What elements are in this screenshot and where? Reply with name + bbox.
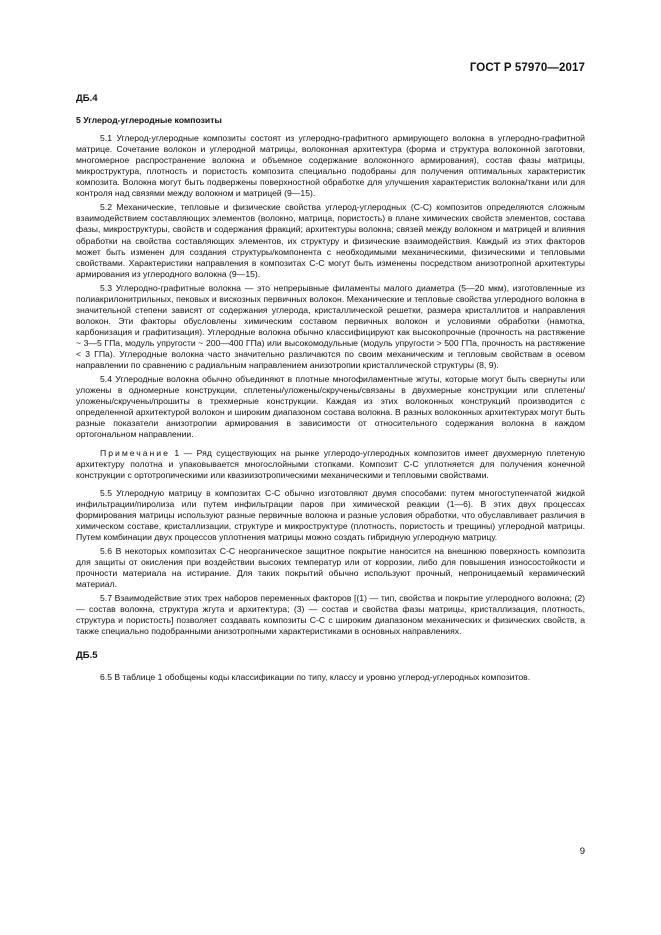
- standard-number: ГОСТ Р 57970—2017: [469, 62, 585, 74]
- paragraph-5-6: 5.6 В некоторых композитах С-С неорганическое защитное покрытие наносится на внешнюю поверхность композита для защиты от окисления при воздействии высоких температур или от коррозии, либо для повышения износостойкости и прочности материала на истирание. Для таких покрытий обычно используют прочный, непроницаемый керамический материал.: [76, 545, 585, 589]
- note-label: Примечание: [100, 448, 170, 459]
- note-paragraph: [76, 448, 585, 481]
- paragraph-5-1: 5.1 Углерод-углеродные композиты состоят из углеродно-графитного армирующего волокна в углеродно-графитной матрице. Сочетание волокон и углеродной матрицы, волоконная архитектура (форма и структура волоконной заготовки, многомерное распространение волокна и объемное содержание волоконного армирования), состав фазы матрицы, микроструктура, плотность и пористость композита специально подобраны для получения оптимальных характеристик композита. Волокна могут быть подвержены поверхностной обработке для улучшения характеристик волокна/ткани или для контроля над связями между волокном и матрицей (9—15).: [76, 133, 585, 199]
- paragraph-5-3: 5.3 Углеродно-графитные волокна — это непрерывные филаменты малого диаметра (5—20 мкм), изготовленные из полиакрилонитрильных, пековых и вискозных первичных волокон. Механические и тепловые свойства углеродного волокна в значительной степени зависят от содержания углерода, кристаллической решетки, размера кристаллитов и направления волокон. Эти факторы обусловлены химическим составом первичных волокон и условиями обработки (намотка, карбонизация и графитизация). Углеродные волокна обычно классифицируют как высокопрочные (прочность на растяжение ~ 3—5 ГПа, модуль упругости ~ 200—400 ГПа) или высокомодульные (модуль упругости > 500 ГПа, прочность на растяжение < 3 ГПа). Углеродные волокна часто значительно различаются по своим механическим и тепловым свойствам в осевом направлении по сравнению с радиальным направлением анизотропии кристаллической структуры (8, 9).: [76, 282, 585, 371]
- section-label-db4: ДБ.4: [76, 93, 98, 104]
- paragraph-5-7: 5.7 Взаимодействие этих трех наборов переменных факторов [(1) — тип, свойства и покрытие углеродного волокна; (2) — состав волокна, структура жгута и архитектура; (3) — состав и свойства фазы матрицы, кристаллизация, плотность, структура и пористость] позволяет создавать композиты С-С с широким диапазоном механических и физических свойств, а также специально подобранными анизотропными характеристиками в основных направлениях.: [76, 592, 585, 637]
- note-text: 1 — Ряд существующих на рынке углеродо-углеродных композитов имеет двухмерную плетеную архитектуру полотна и упаковывается многослойными стопками. Композит С-С уплотняется для получения конечной конструкции с ортотропическими или квазиизотропическими механическими и тепловыми свойствами.: [76, 448, 585, 481]
- section-label-db5: ДБ.5: [76, 650, 98, 662]
- paragraph-5-2: 5.2 Механические, тепловые и физические свойства углерод-углеродных (С-С) композитов определяются сложным взаимодействием составляющих элементов (волокно, матрица, пористость) в плане химических свойств элементов, состава фазы, микроструктуры, свойств и содержания фракций; архитектуры волокна; связей между волокном и матрицей и влияния обработки на свойства составляющих элементов, их структуру и физические взаимодействия. Каждый из этих факторов может быть изменен для создания структуры/компонента с необходимыми механическими, физическими и тепловыми свойствами. Характеристики направления в композитах С-С могут быть изменены посредством анизотропной архитектуры армирования из углеродного волокна (9—15).: [76, 202, 585, 279]
- paragraph-6-5: 6.5 В таблице 1 обобщены коды классификации по типу, классу и уровню углерод-углеродных композитов.: [100, 672, 531, 683]
- paragraph-5-5: 5.5 Углеродную матрицу в композитах С-С обычно изготовляют двумя способами: путем многоступенчатой жидкой инфильтрации/пиролиза или путем инфильтрации паров при химической реакции (1—6). В этих двух процессах формирования матрицы используют разные первичные волокна и разные условия обработки, что обуславливает различия в химическом составе, кристаллизации, структуре и микроструктуре (плотность, пористость и трещины) углеродной матрицы. Путем комбинации двух процессов уплотнения матрицы можно создать гибридную углеродную матрицу.: [76, 487, 585, 542]
- paragraph-5-4: 5.4 Углеродные волокна обычно объединяют в плотные многофиламентные жгуты, которые могут быть свернуты или уложены в одномерные конструкции, сплетены/уложены/скручены/связаны в двухмерные конструкции или сплетены/уложены/скручены/прошиты в трехмерные конструкции. Каждая из этих волоконных конструкций производится с определенной архитектурой волокон и широким диапазоном состава волокна. В разных волоконных архитектурах могут быть разные показатели анизотропии армирования в зависимости от относительного содержания волокна в каждом ортогональном направлении.: [76, 374, 585, 440]
- section-heading: 5 Углерод-углеродные композиты: [76, 115, 222, 126]
- document-body: [76, 93, 585, 686]
- page-number: 9: [579, 846, 585, 857]
